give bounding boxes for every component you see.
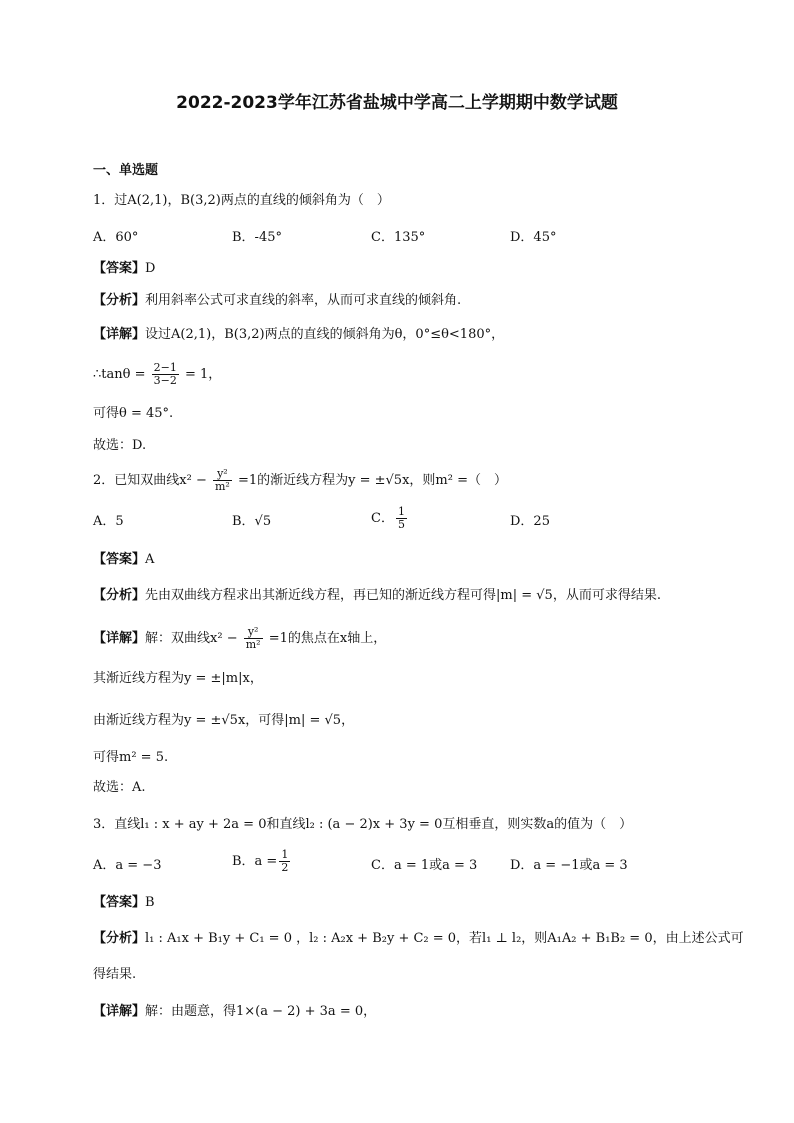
q1-analysis xyxy=(93,292,461,310)
answer-value: B xyxy=(145,895,155,910)
q2-option-a: A．5 xyxy=(93,514,124,529)
q1-detail-formula xyxy=(93,362,221,387)
q1-option-b: B．-45° xyxy=(232,230,282,245)
q1-detail xyxy=(93,326,504,344)
fraction xyxy=(244,626,263,651)
q1-answer xyxy=(93,260,155,278)
fraction-denominator: m² xyxy=(245,638,261,651)
answer-value: A xyxy=(145,552,155,567)
q1-stem: 1．过A(2,1)，B(3,2)两点的直线的倾斜角为（ ） xyxy=(93,193,390,208)
option-label: C． xyxy=(371,511,394,526)
q3-stem: 3．直线l₁ : x + ay + 2a = 0和直线l₂ : (a − 2)x + 3y = 0互相垂直，则实数a的值为（ ） xyxy=(93,817,633,832)
q2-option-c xyxy=(371,506,409,531)
fraction xyxy=(279,849,290,874)
formula-prefix: ∴tanθ = xyxy=(93,367,146,382)
analysis-text: l₁ : A₁x + B₁y + C₁ = 0 ，l₂ : A₂x + B₂y + C₂ = 0，若l₁ ⊥ l₂，则A₁A₂ + B₁B₂ = 0，由上述公式可 xyxy=(145,931,744,946)
answer-tag: 【答案】 xyxy=(93,552,146,567)
answer-value: D xyxy=(145,261,156,276)
detail-tag: 【详解】 xyxy=(93,327,146,342)
q3-option-c: C．a = 1或a = 3 xyxy=(371,858,478,873)
q2-option-b: B．√5 xyxy=(232,514,272,529)
detail-prefix: 解：双曲线x² − xyxy=(145,631,238,646)
fraction xyxy=(152,362,179,387)
q3-detail xyxy=(93,1003,376,1021)
analysis-text: 先由双曲线方程求出其渐近线方程，再已知的渐近线方程可得|m| = √5，从而可求得结果. xyxy=(145,588,661,603)
q2-option-d: D．25 xyxy=(510,514,550,529)
q3-answer xyxy=(93,894,155,912)
fraction-denominator: 5 xyxy=(397,518,405,531)
fraction-denominator: 2 xyxy=(281,861,289,874)
detail-text: 解：由题意，得1×(a − 2) + 3a = 0， xyxy=(145,1004,377,1019)
q3-option-a: A．a = −3 xyxy=(93,858,162,873)
fraction xyxy=(396,506,407,531)
option-label: B．a = xyxy=(232,854,278,869)
q2-detail-3: 由渐近线方程为y = ±√5x，可得|m| = √5， xyxy=(93,713,355,728)
q3-option-d: D．a = −1或a = 3 xyxy=(510,858,628,873)
fraction-numerator: y² xyxy=(244,626,263,639)
detail-text: 设过A(2,1)，B(3,2)两点的直线的倾斜角为θ，0°≤θ<180°， xyxy=(145,327,505,342)
stem-prefix: 2．已知双曲线x² − xyxy=(93,473,207,488)
analysis-text: 利用斜率公式可求直线的斜率，从而可求直线的倾斜角. xyxy=(145,293,462,308)
fraction-numerator: 2−1 xyxy=(153,361,177,374)
q1-choose: 故选：D. xyxy=(93,438,147,453)
q2-detail xyxy=(93,626,386,651)
q1-option-a: A．60° xyxy=(93,230,139,245)
fraction-denominator: m² xyxy=(214,480,230,493)
detail-suffix: =1的焦点在x轴上， xyxy=(268,631,387,646)
fraction-numerator: 1 xyxy=(281,848,289,861)
q2-answer xyxy=(93,551,154,569)
q1-detail-result: 可得θ = 45°. xyxy=(93,406,174,421)
q3-option-b xyxy=(232,849,292,874)
fraction-denominator: 3−2 xyxy=(153,374,177,387)
formula-suffix: = 1， xyxy=(184,367,222,382)
analysis-tag: 【分析】 xyxy=(93,931,146,946)
stem-suffix: =1的渐近线方程为y = ±√5x，则m² =（ ） xyxy=(237,473,507,488)
fraction xyxy=(213,468,232,493)
fraction-numerator: 1 xyxy=(397,505,405,518)
q3-analysis-cont: 得结果. xyxy=(93,967,137,982)
detail-tag: 【详解】 xyxy=(93,1004,146,1019)
detail-tag: 【详解】 xyxy=(93,631,146,646)
answer-tag: 【答案】 xyxy=(93,895,146,910)
q3-analysis xyxy=(93,930,744,948)
q1-option-c: C．135° xyxy=(371,230,426,245)
q2-detail-4: 可得m² = 5. xyxy=(93,750,169,765)
q1-option-d: D．45° xyxy=(510,230,557,245)
page-title: 2022-2023学年江苏省盐城中学高二上学期期中数学试题 xyxy=(176,93,618,113)
analysis-tag: 【分析】 xyxy=(93,293,146,308)
q2-detail-2: 其渐近线方程为y = ±|m|x， xyxy=(93,671,263,686)
answer-tag: 【答案】 xyxy=(93,261,146,276)
q2-stem xyxy=(93,468,507,493)
fraction-numerator: y² xyxy=(213,468,232,481)
analysis-tag: 【分析】 xyxy=(93,588,146,603)
q2-analysis xyxy=(93,587,661,605)
q2-choose: 故选：A. xyxy=(93,780,146,795)
section-heading: 一、单选题 xyxy=(93,163,159,178)
